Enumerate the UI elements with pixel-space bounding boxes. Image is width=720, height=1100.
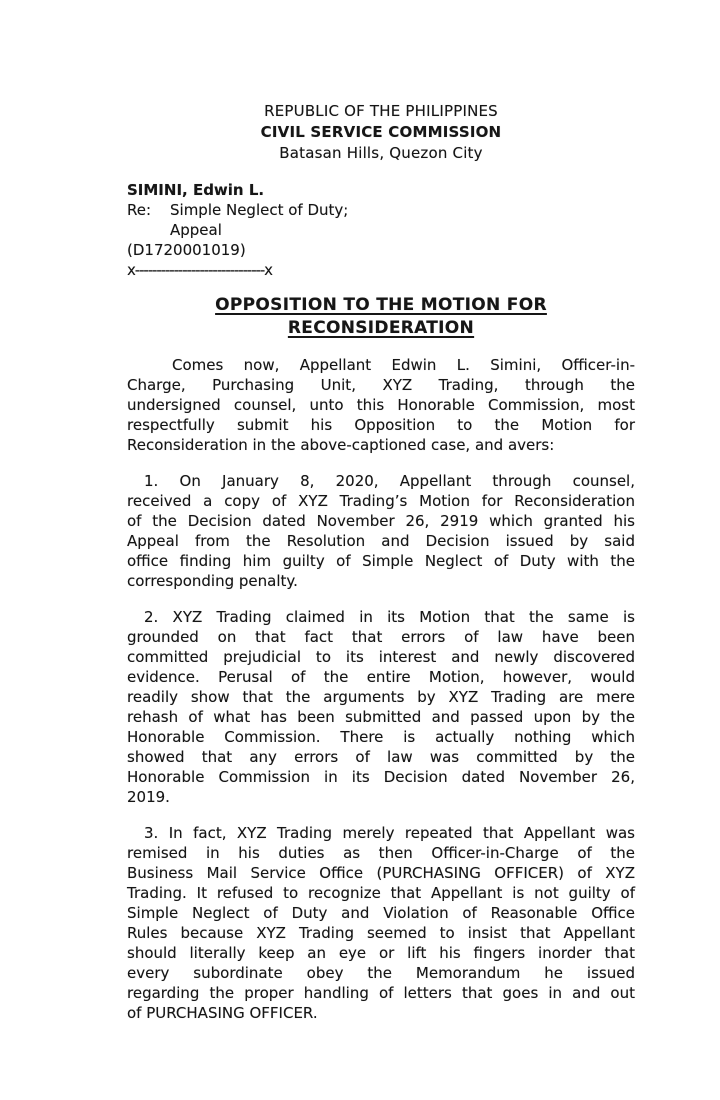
text-line: evidence. Perusal of the entire Motion, however, would [127,668,635,686]
text-line: received a copy of XYZ Trading’s Motion for Reconsideration [127,492,635,510]
text-line: Honorable Commission in its Decision dated November 26, [127,768,635,786]
document-body [127,355,635,1023]
re-subject: Simple Neglect of Duty; [170,201,349,219]
text-line: of the Decision dated November 26, 2919 which granted his [127,512,635,530]
text-line: Appeal from the Resolution and Decision issued by said [127,532,635,550]
text-line: respectfully submit his Opposition to the Motion for [127,416,635,434]
text-line: Business Mail Service Office (PURCHASING OFFICER) of XYZ [127,864,635,882]
party-name: SIMINI, Edwin L. [127,181,265,199]
text-line: Simple Neglect of Duty and Violation of Reasonable Office [127,904,635,922]
text-line: of PURCHASING OFFICER. [127,1004,318,1022]
docket-number: (D1720001019) [127,241,246,259]
text-line: Charge, Purchasing Unit, XYZ Trading, through the [127,376,635,394]
text-line: Rules because XYZ Trading seemed to insist that Appellant [127,924,635,942]
text-line: Reconsideration in the above-captioned case, and avers: [127,436,555,454]
re-row [127,200,635,220]
text-line: regarding the proper handling of letters that goes in and out [127,984,635,1002]
text-line: remised in his duties as then Officer-in-Charge of the [127,844,635,862]
text-line: committed prejudicial to its interest and newly discovered [127,648,635,666]
document-title-line1: OPPOSITION TO THE MOTION FOR [215,295,547,315]
document-title-line2: RECONSIDERATION [287,318,475,338]
text-line: rehash of what has been submitted and passed upon by the [127,708,635,726]
text-line: every subordinate obey the Memorandum he issued [127,964,635,982]
text-line: corresponding penalty. [127,572,298,590]
re-label: Re: [127,201,152,219]
text-line: Trading. It refused to recognize that Appellant is not guilty of [127,884,635,902]
text-line: office finding him guilty of Simple Neglect of Duty with the [127,552,635,570]
document-title [127,294,635,340]
letterhead-address: Batasan Hills, Quezon City [279,144,483,162]
text-line: should literally keep an eye or lift his fingers inorder that [127,944,635,962]
text-line: grounded on that fact that errors of law have been [127,628,635,646]
text-line: Comes now, Appellant Edwin L. Simini, Officer-in- [172,356,635,374]
letterhead-republic: REPUBLIC OF THE PHILIPPINES [264,102,498,120]
document-content [127,0,635,1023]
text-line: 1. On January 8, 2020, Appellant through counsel, [144,472,635,490]
text-line: 3. In fact, XYZ Trading merely repeated that Appellant was [144,824,635,842]
paragraph-1 [127,471,635,591]
case-separator-line: x------------------------------x [127,261,272,279]
paragraph-3 [127,823,635,1023]
letterhead [127,0,635,164]
text-line: showed that any errors of law was committed by the [127,748,635,766]
letterhead-commission: CIVIL SERVICE COMMISSION [260,123,502,141]
re-appeal: Appeal [170,221,222,239]
intro-paragraph [127,355,635,455]
paragraph-2 [127,607,635,807]
text-line: 2. XYZ Trading claimed in its Motion that the same is [144,608,635,626]
text-line: undersigned counsel, unto this Honorable Commission, most [127,396,635,414]
case-caption [127,180,635,280]
text-line: 2019. [127,788,170,806]
text-line: readily show that the arguments by XYZ Trading are mere [127,688,635,706]
text-line: Honorable Commission. There is actually nothing which [127,728,635,746]
